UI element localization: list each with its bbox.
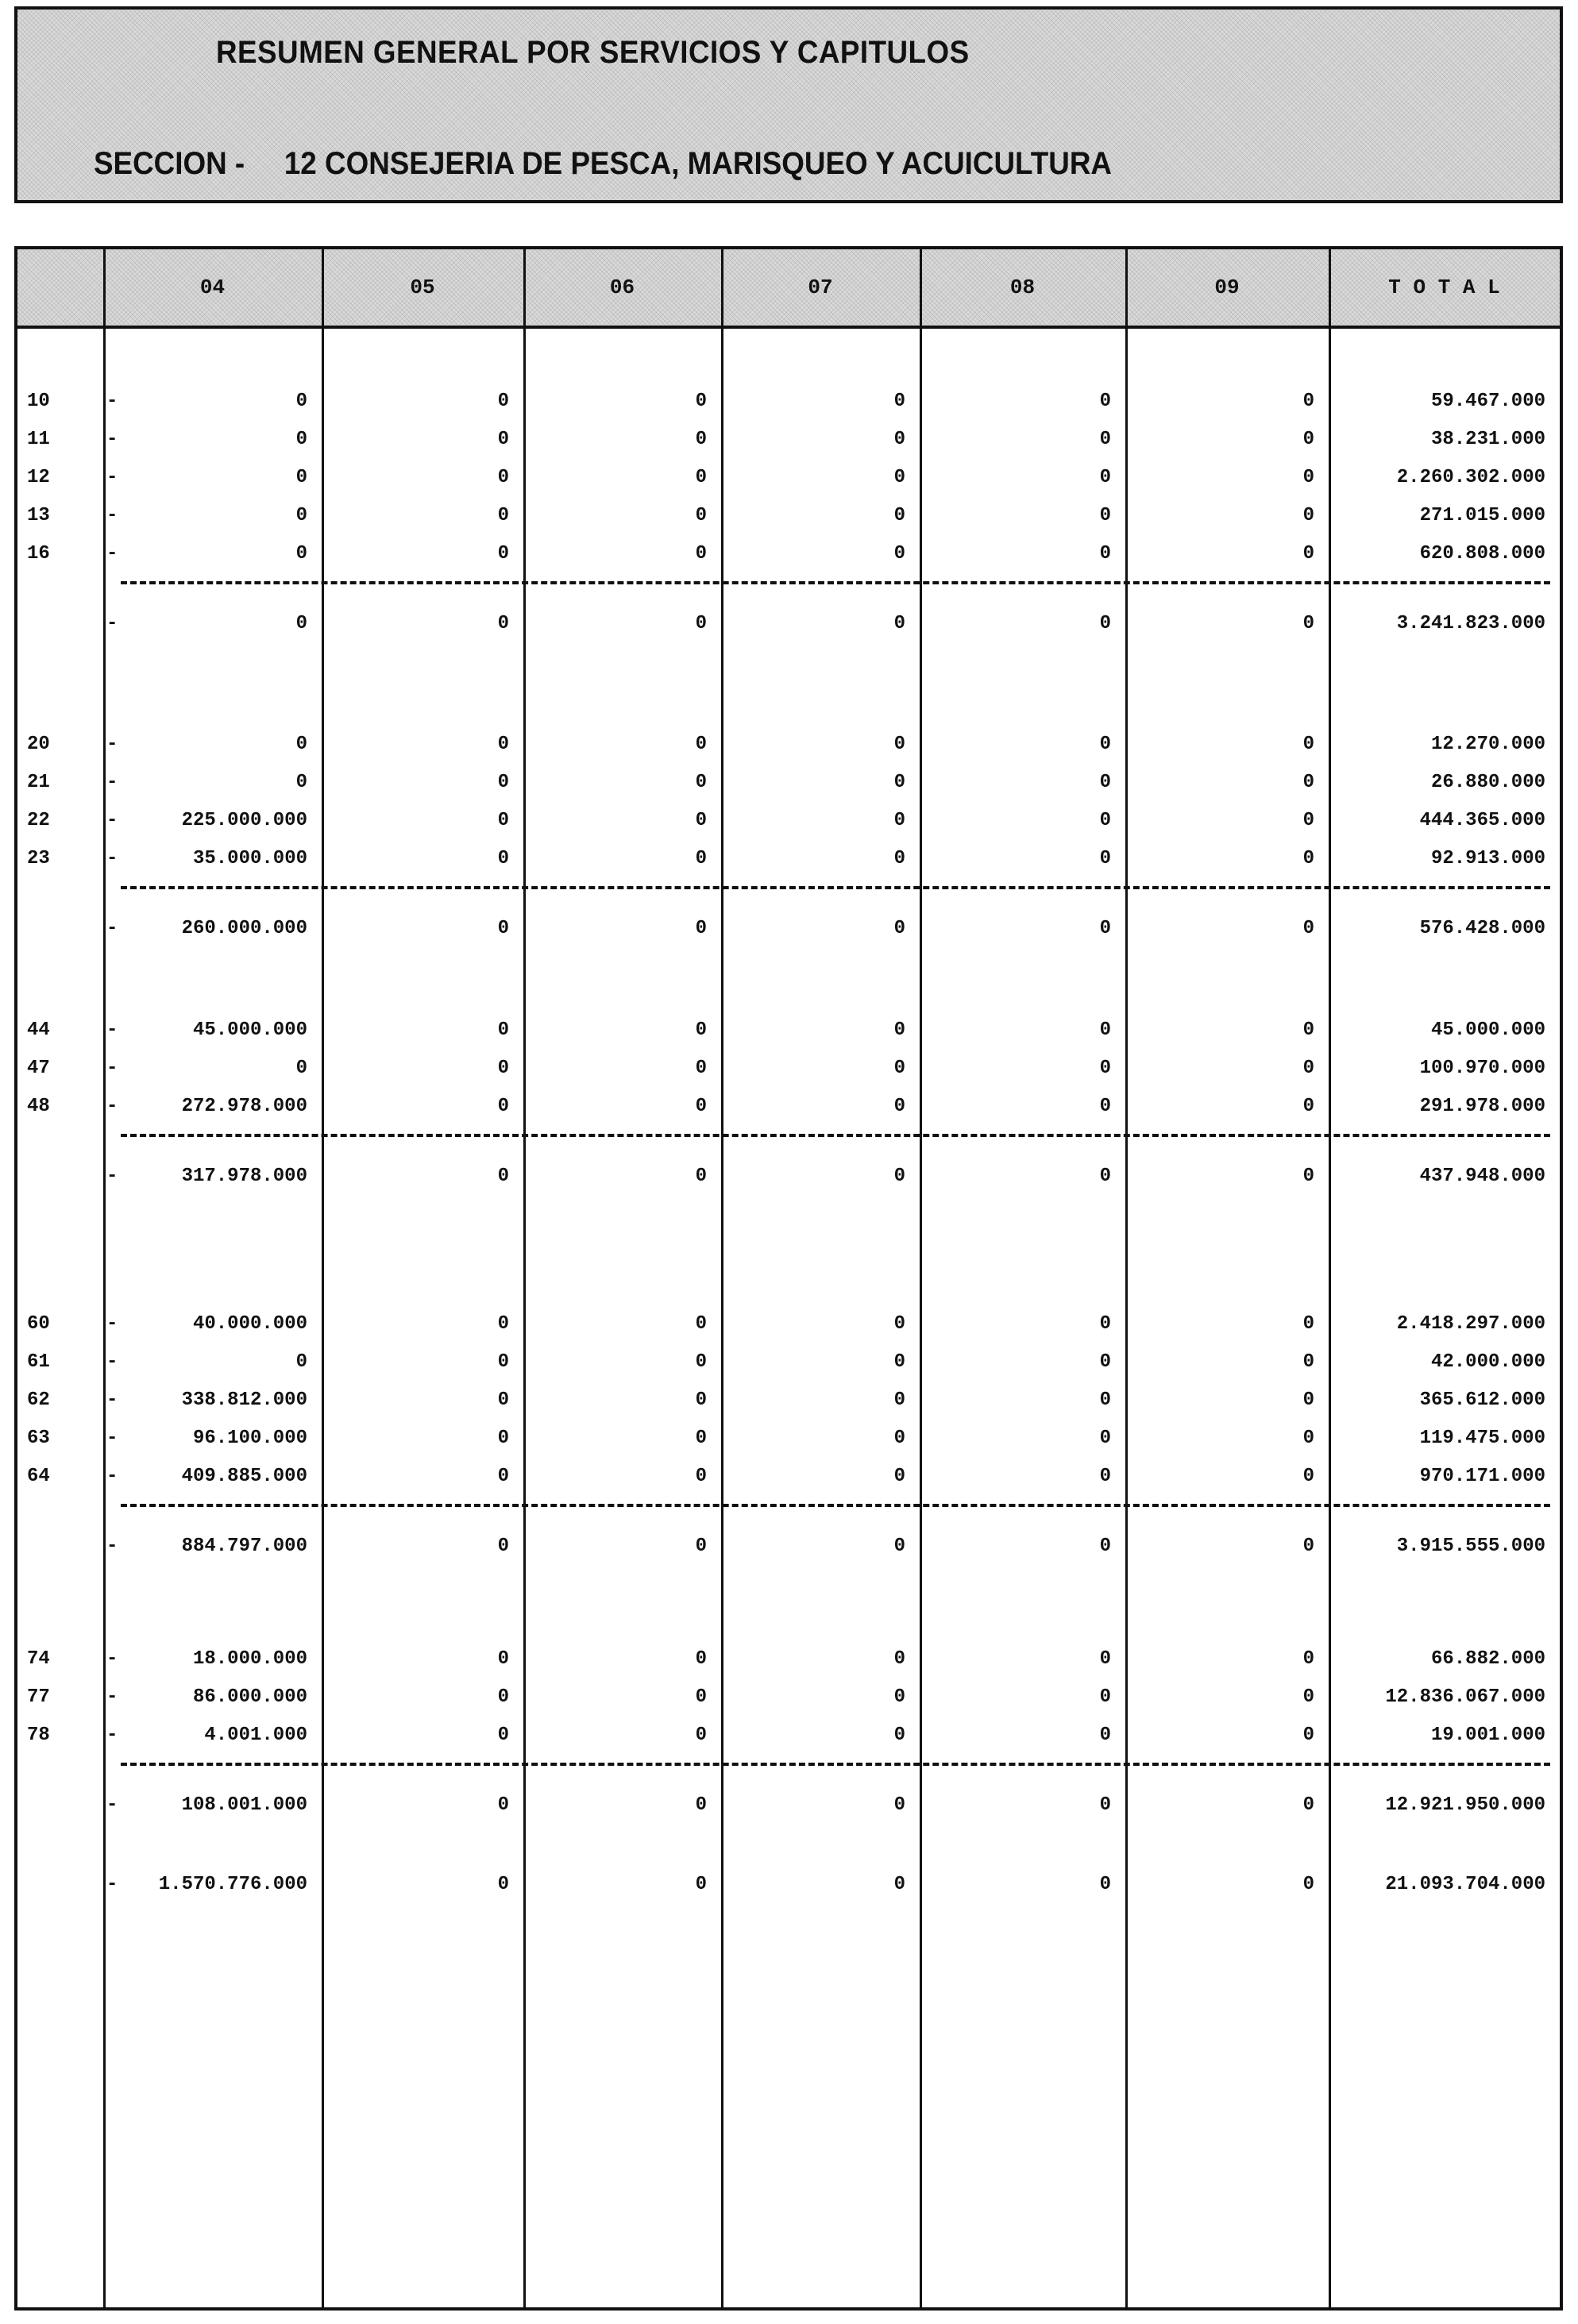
- value-cell: 21.093.704.000: [1385, 1874, 1545, 1895]
- value-cell: 291.978.000: [1419, 1096, 1545, 1117]
- row-code: 44: [27, 1019, 50, 1041]
- value-cell: 38.231.000: [1430, 429, 1545, 450]
- value-cell: 970.171.000: [1419, 1466, 1545, 1487]
- value-cell: 119.475.000: [1419, 1428, 1545, 1449]
- value-cell: 0: [1099, 1096, 1111, 1117]
- value-cell: 0: [695, 1536, 707, 1557]
- row-code: 48: [27, 1096, 50, 1117]
- value-cell: 0: [497, 1725, 509, 1746]
- value-cell: 0: [497, 1466, 509, 1487]
- column-header: 09: [1214, 276, 1240, 299]
- value-cell: 0: [695, 1686, 707, 1708]
- section-line: [94, 146, 1112, 182]
- section-value: 12 CONSEJERIA DE PESCA, MARISQUEO Y ACUICULTURA: [284, 146, 1112, 181]
- value-cell: 0: [497, 734, 509, 755]
- value-cell: 40.000.000: [192, 1313, 307, 1335]
- value-cell: 0: [1099, 467, 1111, 488]
- row-dash: -: [106, 1096, 118, 1117]
- value-cell: 4.001.000: [204, 1725, 307, 1746]
- value-cell: 271.015.000: [1419, 505, 1545, 526]
- value-cell: 0: [695, 1428, 707, 1449]
- value-cell: 0: [893, 772, 905, 793]
- row-dash: -: [106, 1389, 118, 1411]
- value-cell: 0: [1302, 1313, 1314, 1335]
- value-cell: 0: [893, 1058, 905, 1079]
- value-cell: 0: [893, 467, 905, 488]
- value-cell: 0: [295, 613, 307, 634]
- column-divider: [1125, 249, 1128, 2307]
- value-cell: 42.000.000: [1430, 1351, 1545, 1373]
- column-divider: [721, 249, 723, 2307]
- value-cell: 0: [893, 543, 905, 565]
- value-cell: 0: [695, 543, 707, 565]
- value-cell: 0: [695, 467, 707, 488]
- value-cell: 0: [893, 1428, 905, 1449]
- row-dash: -: [106, 810, 118, 831]
- value-cell: 35.000.000: [192, 848, 307, 869]
- value-cell: 100.970.000: [1419, 1058, 1545, 1079]
- value-cell: 260.000.000: [181, 918, 307, 939]
- value-cell: 0: [893, 1794, 905, 1816]
- value-cell: 0: [497, 1389, 509, 1411]
- value-cell: 0: [1099, 1313, 1111, 1335]
- value-cell: 0: [1302, 543, 1314, 565]
- column-divider: [1329, 249, 1331, 2307]
- value-cell: 444.365.000: [1419, 810, 1545, 831]
- value-cell: 0: [1302, 1686, 1314, 1708]
- value-cell: 0: [893, 1313, 905, 1335]
- value-cell: 0: [497, 391, 509, 412]
- value-cell: 0: [695, 734, 707, 755]
- value-cell: 0: [1099, 848, 1111, 869]
- value-cell: 1.570.776.000: [158, 1874, 307, 1895]
- row-dash: -: [106, 613, 118, 634]
- row-code: 16: [27, 543, 50, 565]
- value-cell: 0: [497, 1648, 509, 1670]
- value-cell: 0: [1302, 429, 1314, 450]
- value-cell: 0: [695, 1351, 707, 1373]
- column-header: 05: [410, 276, 435, 299]
- row-dash: -: [106, 1313, 118, 1335]
- value-cell: 0: [1099, 505, 1111, 526]
- value-cell: 0: [893, 505, 905, 526]
- row-dash: -: [106, 1648, 118, 1670]
- value-cell: 0: [295, 467, 307, 488]
- value-cell: 0: [1302, 848, 1314, 869]
- value-cell: 0: [1099, 391, 1111, 412]
- value-cell: 0: [893, 1536, 905, 1557]
- value-cell: 0: [893, 1648, 905, 1670]
- value-cell: 0: [1302, 1874, 1314, 1895]
- value-cell: 0: [695, 772, 707, 793]
- value-cell: 0: [1302, 1794, 1314, 1816]
- row-dash: -: [106, 772, 118, 793]
- value-cell: 0: [1099, 1725, 1111, 1746]
- value-cell: 0: [1302, 1725, 1314, 1746]
- value-cell: 96.100.000: [192, 1428, 307, 1449]
- value-cell: 0: [1099, 1389, 1111, 1411]
- value-cell: 0: [1099, 772, 1111, 793]
- value-cell: 0: [893, 918, 905, 939]
- value-cell: 0: [1099, 1648, 1111, 1670]
- value-cell: 0: [1099, 1466, 1111, 1487]
- value-cell: 0: [893, 429, 905, 450]
- column-divider: [103, 249, 106, 2307]
- value-cell: 12.921.950.000: [1385, 1794, 1545, 1816]
- value-cell: 0: [695, 1725, 707, 1746]
- value-cell: 0: [695, 391, 707, 412]
- value-cell: 0: [1099, 918, 1111, 939]
- value-cell: 0: [497, 848, 509, 869]
- column-divider: [322, 249, 324, 2307]
- value-cell: 0: [1099, 429, 1111, 450]
- column-header: 08: [1009, 276, 1036, 299]
- value-cell: 0: [893, 1166, 905, 1187]
- value-cell: 0: [1302, 1166, 1314, 1187]
- value-cell: 0: [1302, 1536, 1314, 1557]
- subtotal-separator: [121, 1134, 1550, 1137]
- row-code: 74: [27, 1648, 50, 1670]
- value-cell: 12.836.067.000: [1385, 1686, 1545, 1708]
- value-cell: 0: [695, 1096, 707, 1117]
- value-cell: 19.001.000: [1430, 1725, 1545, 1746]
- value-cell: 0: [1302, 1351, 1314, 1373]
- value-cell: 0: [893, 613, 905, 634]
- value-cell: 0: [893, 1096, 905, 1117]
- value-cell: 0: [1302, 810, 1314, 831]
- value-cell: 0: [695, 1058, 707, 1079]
- value-cell: 0: [1099, 734, 1111, 755]
- value-cell: 0: [893, 1686, 905, 1708]
- row-dash: -: [106, 1725, 118, 1746]
- row-dash: -: [106, 1428, 118, 1449]
- row-code: 61: [27, 1351, 50, 1373]
- value-cell: 0: [695, 848, 707, 869]
- subtotal-separator: [121, 1504, 1550, 1507]
- value-cell: 0: [893, 848, 905, 869]
- value-cell: 0: [295, 429, 307, 450]
- value-cell: 0: [1302, 613, 1314, 634]
- value-cell: 317.978.000: [181, 1166, 307, 1187]
- value-cell: 0: [497, 1874, 509, 1895]
- value-cell: 0: [893, 1725, 905, 1746]
- row-code: 23: [27, 848, 50, 869]
- value-cell: 0: [497, 918, 509, 939]
- value-cell: 0: [1302, 1428, 1314, 1449]
- value-cell: 0: [695, 1648, 707, 1670]
- row-dash: -: [106, 1536, 118, 1557]
- row-dash: -: [106, 848, 118, 869]
- value-cell: 0: [497, 772, 509, 793]
- row-code: 47: [27, 1058, 50, 1079]
- row-code: 10: [27, 391, 50, 412]
- report-title: RESUMEN GENERAL POR SERVICIOS Y CAPITULOS: [216, 35, 970, 70]
- value-cell: 0: [1302, 1058, 1314, 1079]
- value-cell: 0: [695, 1313, 707, 1335]
- value-cell: 0: [497, 1058, 509, 1079]
- value-cell: 26.880.000: [1430, 772, 1545, 793]
- value-cell: 0: [1302, 734, 1314, 755]
- value-cell: 0: [695, 1466, 707, 1487]
- value-cell: 12.270.000: [1430, 734, 1545, 755]
- value-cell: 437.948.000: [1419, 1166, 1545, 1187]
- value-cell: 0: [695, 1019, 707, 1041]
- value-cell: 18.000.000: [192, 1648, 307, 1670]
- value-cell: 3.915.555.000: [1396, 1536, 1545, 1557]
- value-cell: 86.000.000: [192, 1686, 307, 1708]
- value-cell: 0: [695, 1794, 707, 1816]
- value-cell: 0: [1099, 1874, 1111, 1895]
- value-cell: 0: [1302, 505, 1314, 526]
- value-cell: 0: [695, 1166, 707, 1187]
- value-cell: 0: [1302, 1389, 1314, 1411]
- row-dash: -: [106, 1686, 118, 1708]
- value-cell: 620.808.000: [1419, 543, 1545, 565]
- row-dash: -: [106, 1874, 118, 1895]
- row-code: 12: [27, 467, 50, 488]
- value-cell: 0: [1099, 1428, 1111, 1449]
- value-cell: 0: [695, 429, 707, 450]
- value-cell: 0: [497, 810, 509, 831]
- value-cell: 0: [295, 772, 307, 793]
- value-cell: 0: [1099, 1794, 1111, 1816]
- value-cell: 0: [695, 613, 707, 634]
- value-cell: 0: [695, 1389, 707, 1411]
- row-dash: -: [106, 467, 118, 488]
- row-code: 13: [27, 505, 50, 526]
- value-cell: 0: [893, 1466, 905, 1487]
- value-cell: 338.812.000: [181, 1389, 307, 1411]
- row-code: 78: [27, 1725, 50, 1746]
- value-cell: 225.000.000: [181, 810, 307, 831]
- row-dash: -: [106, 1351, 118, 1373]
- value-cell: 45.000.000: [192, 1019, 307, 1041]
- column-header: 07: [808, 276, 833, 299]
- value-cell: 0: [497, 1166, 509, 1187]
- value-cell: 0: [497, 1686, 509, 1708]
- value-cell: 0: [1302, 772, 1314, 793]
- value-cell: 0: [1302, 1096, 1314, 1117]
- value-cell: 0: [497, 1351, 509, 1373]
- value-cell: 0: [893, 810, 905, 831]
- value-cell: 272.978.000: [181, 1096, 307, 1117]
- value-cell: 0: [295, 734, 307, 755]
- row-dash: -: [106, 734, 118, 755]
- subtotal-separator: [121, 581, 1550, 584]
- value-cell: 0: [497, 429, 509, 450]
- value-cell: 0: [497, 1019, 509, 1041]
- row-dash: -: [106, 918, 118, 939]
- value-cell: 0: [695, 810, 707, 831]
- column-header: 06: [609, 276, 635, 299]
- row-dash: -: [106, 1794, 118, 1816]
- column-divider: [920, 249, 922, 2307]
- budget-table: [14, 246, 1563, 2311]
- value-cell: 0: [893, 734, 905, 755]
- value-cell: 0: [497, 543, 509, 565]
- row-dash: -: [106, 1058, 118, 1079]
- row-code: 63: [27, 1428, 50, 1449]
- value-cell: 0: [1099, 1351, 1111, 1373]
- value-cell: 92.913.000: [1430, 848, 1545, 869]
- subtotal-separator: [121, 886, 1550, 889]
- value-cell: 0: [497, 1536, 509, 1557]
- value-cell: 2.418.297.000: [1396, 1313, 1545, 1335]
- section-label: SECCION -: [94, 146, 245, 181]
- row-dash: -: [106, 1466, 118, 1487]
- report-header: [14, 6, 1563, 203]
- value-cell: 365.612.000: [1419, 1389, 1545, 1411]
- value-cell: 0: [295, 1058, 307, 1079]
- value-cell: 45.000.000: [1430, 1019, 1545, 1041]
- value-cell: 576.428.000: [1419, 918, 1545, 939]
- value-cell: 884.797.000: [181, 1536, 307, 1557]
- value-cell: 0: [1099, 1058, 1111, 1079]
- value-cell: 0: [695, 918, 707, 939]
- value-cell: 0: [1302, 1648, 1314, 1670]
- value-cell: 0: [295, 1351, 307, 1373]
- row-dash: -: [106, 1166, 118, 1187]
- value-cell: 0: [1099, 1536, 1111, 1557]
- row-dash: -: [106, 391, 118, 412]
- value-cell: 59.467.000: [1430, 391, 1545, 412]
- value-cell: 0: [497, 1096, 509, 1117]
- value-cell: 66.882.000: [1430, 1648, 1545, 1670]
- value-cell: 108.001.000: [181, 1794, 307, 1816]
- value-cell: 0: [497, 613, 509, 634]
- row-code: 20: [27, 734, 50, 755]
- value-cell: 0: [295, 505, 307, 526]
- value-cell: 0: [1302, 467, 1314, 488]
- value-cell: 0: [695, 1874, 707, 1895]
- row-dash: -: [106, 1019, 118, 1041]
- value-cell: 0: [695, 505, 707, 526]
- value-cell: 0: [497, 1428, 509, 1449]
- value-cell: 0: [1099, 1019, 1111, 1041]
- row-dash: -: [106, 505, 118, 526]
- value-cell: 0: [295, 391, 307, 412]
- value-cell: 0: [1302, 918, 1314, 939]
- value-cell: 0: [1302, 391, 1314, 412]
- value-cell: 0: [893, 391, 905, 412]
- row-code: 60: [27, 1313, 50, 1335]
- value-cell: 0: [1099, 1686, 1111, 1708]
- row-code: 21: [27, 772, 50, 793]
- row-code: 77: [27, 1686, 50, 1708]
- value-cell: 2.260.302.000: [1396, 467, 1545, 488]
- row-code: 22: [27, 810, 50, 831]
- row-code: 64: [27, 1466, 50, 1487]
- value-cell: 0: [1302, 1019, 1314, 1041]
- row-dash: -: [106, 429, 118, 450]
- value-cell: 0: [1302, 1466, 1314, 1487]
- value-cell: 0: [893, 1389, 905, 1411]
- value-cell: 0: [1099, 613, 1111, 634]
- value-cell: 0: [295, 543, 307, 565]
- value-cell: 0: [497, 467, 509, 488]
- value-cell: 0: [893, 1019, 905, 1041]
- value-cell: 0: [497, 505, 509, 526]
- value-cell: 0: [893, 1351, 905, 1373]
- row-dash: -: [106, 543, 118, 565]
- subtotal-separator: [121, 1763, 1550, 1766]
- value-cell: 3.241.823.000: [1396, 613, 1545, 634]
- row-code: 11: [27, 429, 50, 450]
- value-cell: 0: [893, 1874, 905, 1895]
- value-cell: 0: [1099, 1166, 1111, 1187]
- value-cell: 0: [1099, 543, 1111, 565]
- value-cell: 409.885.000: [181, 1466, 307, 1487]
- row-code: 62: [27, 1389, 50, 1411]
- column-divider: [523, 249, 526, 2307]
- value-cell: 0: [1099, 810, 1111, 831]
- column-header: T O T A L: [1388, 276, 1500, 299]
- value-cell: 0: [497, 1794, 509, 1816]
- value-cell: 0: [497, 1313, 509, 1335]
- column-header: 04: [199, 276, 226, 299]
